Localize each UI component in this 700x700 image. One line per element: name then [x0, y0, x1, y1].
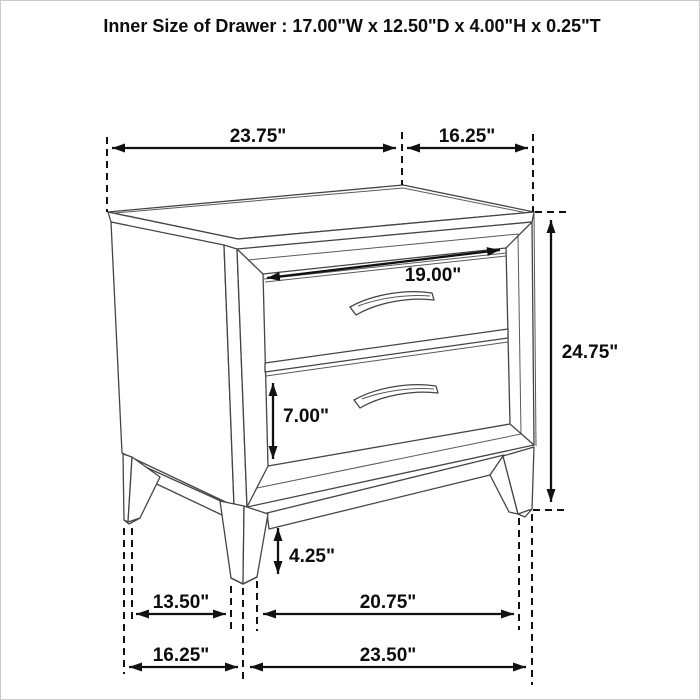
dim-label-overall-height: 24.75" [561, 342, 619, 363]
dim-label-base-front-inner: 20.75" [359, 592, 417, 613]
dim-label-drawer-width: 19.00" [404, 265, 462, 286]
dim-label-top-width: 23.75" [229, 126, 287, 147]
dim-label-base-side-inner: 13.50" [152, 592, 210, 613]
diagram-title: Inner Size of Drawer : 17.00"W x 12.50"D x 4.00"H x 0.25"T [103, 16, 601, 36]
dim-label-base-width: 23.50" [359, 645, 417, 666]
nightstand-dimension-diagram [1, 1, 700, 700]
dim-label-leg-height: 4.25" [289, 546, 335, 567]
front-left-leg-side [220, 501, 244, 584]
front-left-leg [220, 501, 268, 584]
front-left-leg-front [243, 506, 268, 584]
dim-label-drawer-front-height: 7.00" [283, 406, 329, 427]
dim-label-base-depth: 16.25" [152, 645, 210, 666]
nightstand-drawing [108, 185, 536, 584]
dim-label-top-depth: 16.25" [438, 126, 496, 147]
